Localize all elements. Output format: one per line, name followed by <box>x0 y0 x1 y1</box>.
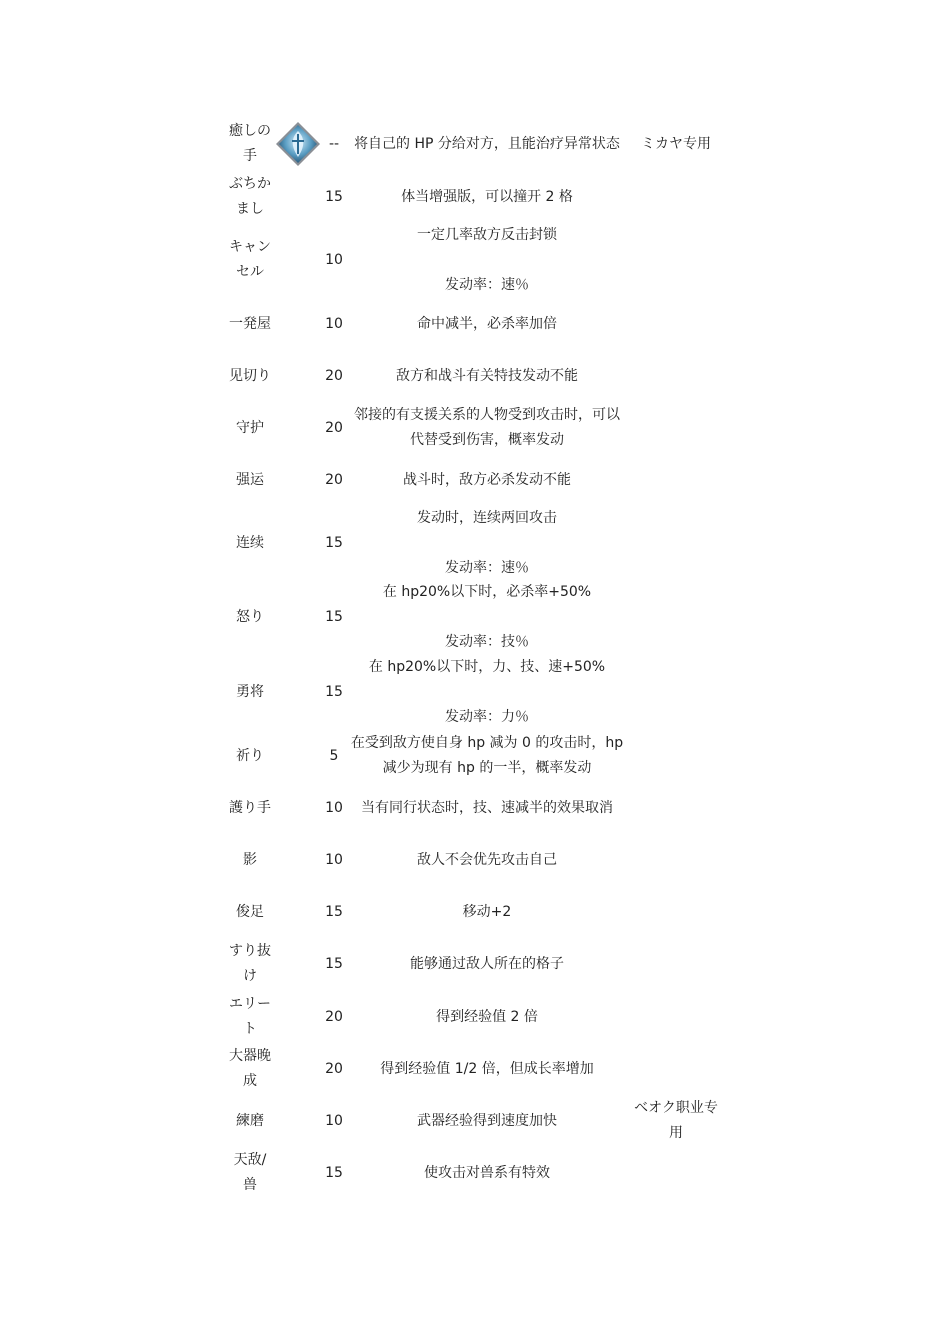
skill-note-line: 用 <box>669 1125 683 1141</box>
skill-name <box>222 744 278 769</box>
skill-name-line: 天敌/ <box>233 1152 267 1168</box>
skill-description-line: 发动时，连续两回攻击 <box>417 509 557 526</box>
skill-description-line: 在 hp20%以下时，力、技、速+50% <box>368 658 606 675</box>
skill-description-line: 代替受到伤害，概率发动 <box>410 432 564 448</box>
skill-description <box>348 796 626 821</box>
skill-name <box>222 605 278 630</box>
skill-name-line: セル <box>236 264 264 280</box>
skill-name-line: 怒り <box>236 608 264 625</box>
skill-description <box>348 364 626 389</box>
skill-cost: 20 <box>325 419 343 436</box>
skill-name <box>222 992 278 1042</box>
skill-description <box>348 655 626 730</box>
skill-name <box>222 235 278 285</box>
skill-name <box>222 531 278 556</box>
skill-description-line: 能够通过敌人所在的格子 <box>410 955 564 972</box>
skill-name <box>222 848 278 873</box>
skill-description-line: 当有同行状态时，技、速减半的效果取消 <box>361 799 613 816</box>
skill-description <box>348 223 626 298</box>
skill-name-line: 練磨 <box>236 1112 264 1129</box>
skill-description <box>348 1161 626 1186</box>
skill-name-line: 兽 <box>243 1177 257 1193</box>
skill-description <box>348 132 626 157</box>
skill-cost: 10 <box>325 315 343 332</box>
skill-description-line <box>348 248 626 273</box>
skill-name <box>222 1148 278 1198</box>
skill-description-line: 发动率：技％ <box>445 633 529 650</box>
skill-name-line: 大器晚 <box>229 1048 271 1064</box>
skill-description-line <box>348 605 626 630</box>
skill-name <box>222 900 278 925</box>
skill-name-line: 连续 <box>236 534 264 551</box>
skill-description-line: 发动率：力％ <box>445 708 529 725</box>
skill-description <box>348 848 626 873</box>
skill-description <box>348 185 626 210</box>
skill-name-line: キャン <box>229 239 271 255</box>
skill-cost: 10 <box>325 1112 343 1129</box>
skill-description <box>348 312 626 337</box>
skill-description-line: 命中减半，必杀率加倍 <box>417 315 557 332</box>
skill-description <box>348 403 626 453</box>
skill-description-line: 敌人不会优先攻击自己 <box>417 851 557 868</box>
skill-cost: 20 <box>325 367 343 384</box>
skill-name <box>222 796 278 821</box>
skill-description-line: 发动率：速％ <box>445 276 529 293</box>
skill-cost: 15 <box>325 955 343 972</box>
skill-cost: 15 <box>325 903 343 920</box>
skill-name-line: け <box>243 968 257 984</box>
skill-cost: 20 <box>325 471 343 488</box>
skill-name-line: エリー <box>229 996 271 1012</box>
skill-cost: 15 <box>325 683 343 700</box>
skill-cost: 15 <box>325 188 343 205</box>
skill-cost: 10 <box>325 251 343 268</box>
skill-description <box>348 1109 626 1134</box>
skill-cost: 15 <box>325 1164 343 1181</box>
skill-description <box>348 1057 626 1082</box>
skill-description-line: 一定几率敌方反击封锁 <box>417 226 557 243</box>
skill-name-line: 成 <box>243 1073 257 1089</box>
skill-name <box>222 468 278 493</box>
skill-name-line: 俊足 <box>236 903 264 920</box>
skill-description-line: 邻接的有支援关系的人物受到攻击时，可以 <box>354 407 620 423</box>
skill-description-line: 在受到敌方使自身 hp 减为 0 的攻击时，hp <box>350 735 624 751</box>
skill-description-line <box>348 531 626 556</box>
skill-name <box>222 1109 278 1134</box>
skill-name-line: 癒しの <box>229 123 271 139</box>
skill-cost: 20 <box>325 1008 343 1025</box>
skill-name <box>222 119 278 169</box>
skill-description-line: 得到经验值 1/2 倍，但成长率增加 <box>380 1060 594 1077</box>
skill-description-line: 武器经验得到速度加快 <box>417 1112 557 1129</box>
skill-name-line: 守护 <box>236 419 264 436</box>
skill-name <box>222 364 278 389</box>
skill-cost: 10 <box>325 851 343 868</box>
skill-cost: 5 <box>329 747 339 764</box>
skill-name <box>222 939 278 989</box>
skill-name <box>222 312 278 337</box>
skill-name-line: まし <box>236 201 264 217</box>
healing-hand-skill-icon <box>275 121 321 167</box>
skill-name-line: 强运 <box>236 471 264 488</box>
skill-name-line: 影 <box>243 851 257 868</box>
skill-description-line: 将自己的 HP 分给对方，且能治疗异常状态 <box>354 135 620 152</box>
skill-description <box>348 506 626 581</box>
skill-cost: 15 <box>325 608 343 625</box>
skill-description-line: 战斗时，敌方必杀发动不能 <box>403 471 571 488</box>
skill-description <box>348 580 626 655</box>
skill-description <box>348 952 626 977</box>
skill-cost: 10 <box>325 799 343 816</box>
skill-description <box>348 731 626 781</box>
skill-cost: 20 <box>325 1060 343 1077</box>
skill-description-line: 使攻击对兽系有特效 <box>424 1164 550 1181</box>
skill-name <box>222 1044 278 1094</box>
skill-note <box>628 1096 724 1146</box>
skill-description <box>348 1005 626 1030</box>
skill-name-line: 手 <box>243 148 257 164</box>
skill-note <box>628 132 724 157</box>
skill-name-line: 勇将 <box>236 683 264 700</box>
skill-note-line: ベオク职业专 <box>634 1100 718 1116</box>
skill-description-line: 得到经验值 2 倍 <box>436 1008 538 1025</box>
skill-cost: 15 <box>325 534 343 551</box>
skill-name-line: 见切り <box>229 367 271 384</box>
skill-note-line: ミカヤ专用 <box>641 135 711 152</box>
skill-description <box>348 900 626 925</box>
skill-description-line: 移动+2 <box>462 903 512 920</box>
skill-name-line: 護り手 <box>229 799 271 816</box>
skill-description-line: 在 hp20%以下时，必杀率+50% <box>382 583 592 600</box>
skill-name <box>222 416 278 441</box>
skill-description-line: 敌方和战斗有关特技发动不能 <box>396 367 578 384</box>
skill-description <box>348 468 626 493</box>
skill-name-line: ト <box>243 1021 257 1037</box>
skill-description-line <box>348 680 626 705</box>
skill-name-line: ぶちか <box>229 176 271 192</box>
skill-name <box>222 680 278 705</box>
skill-name <box>222 172 278 222</box>
skill-description-line: 体当增强版，可以撞开 2 格 <box>401 188 573 205</box>
skill-description-line: 发动率：速％ <box>445 559 529 576</box>
skill-name-line: すり抜 <box>229 943 271 959</box>
skill-description-line: 减少为现有 hp 的一半，概率发动 <box>382 760 592 776</box>
skill-name-line: 祈り <box>236 747 264 764</box>
skill-name-line: 一発屋 <box>229 315 271 332</box>
skill-cost: -- <box>328 135 340 152</box>
